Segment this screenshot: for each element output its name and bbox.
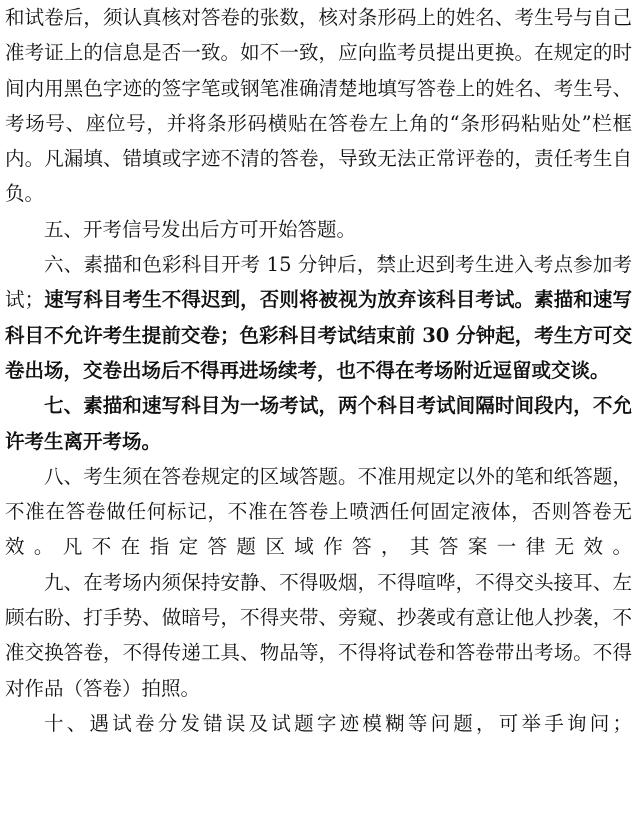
paragraph-rule-9: 九、在考场内须保持安静、不得吸烟，不得喧哗，不得交头接耳、左顾右盼、打手势、做暗号，不得夹带、旁窥、抄袭或有意让他人抄袭，不准交换答卷，不得传递工具、物品等，不得将试卷和答卷带出考场。不得对作品（答卷）拍照。 bbox=[5, 570, 632, 700]
paragraph-rule-4-continued: 和试卷后，须认真核对答卷的张数，核对条形码上的姓名、考生号与自己准考证上的信息是否一致。如不一致，应向监考员提出更换。在规定的时间内用黑色字迹的签字笔或钢笔准确清楚地填写答卷上的姓名、考生号、考场号、座位号，并将条形码横贴在答卷左上角的“条形码粘贴处”栏框内。凡漏填、错填或字迹不清的答卷，导致无法正常评卷的，责任考生自负。 bbox=[5, 6, 632, 206]
rule-6-bold-text: 速写科目考生不得迟到，否则将被视为放弃该科目考试。素描和速写科目不允许考生提前交卷；色彩科目考试结束前 30 分钟起，考生方可交卷出场，交卷出场后不得再进场续考，也不得在考场附近逗留或交谈。 bbox=[5, 288, 632, 382]
paragraph-rule-5: 五、开考信号发出后方可开始答题。 bbox=[44, 217, 357, 241]
paragraph-rule-10-start: 十、遇试卷分发错误及试题字迹模糊等问题，可举手询问； bbox=[44, 711, 632, 735]
paragraph-rule-8: 八、考生须在答卷规定的区域答题。不准用规定以外的笔和纸答题，不准在答卷做任何标记，不准在答卷上喷洒任何固定液体，否则答卷无效。凡不在指定答题区域作答，其答案一律无效。 bbox=[5, 464, 632, 559]
rule-6-normal-text: 六、素描和色彩科目开考 15 分钟后，禁止迟到考生进入考点参加考试； bbox=[5, 253, 632, 312]
paragraph-rule-6 bbox=[5, 247, 632, 388]
paragraph-rule-7: 七、素描和速写科目为一场考试，两个科目考试间隔时间段内，不允许考生离开考场。 bbox=[5, 394, 632, 453]
